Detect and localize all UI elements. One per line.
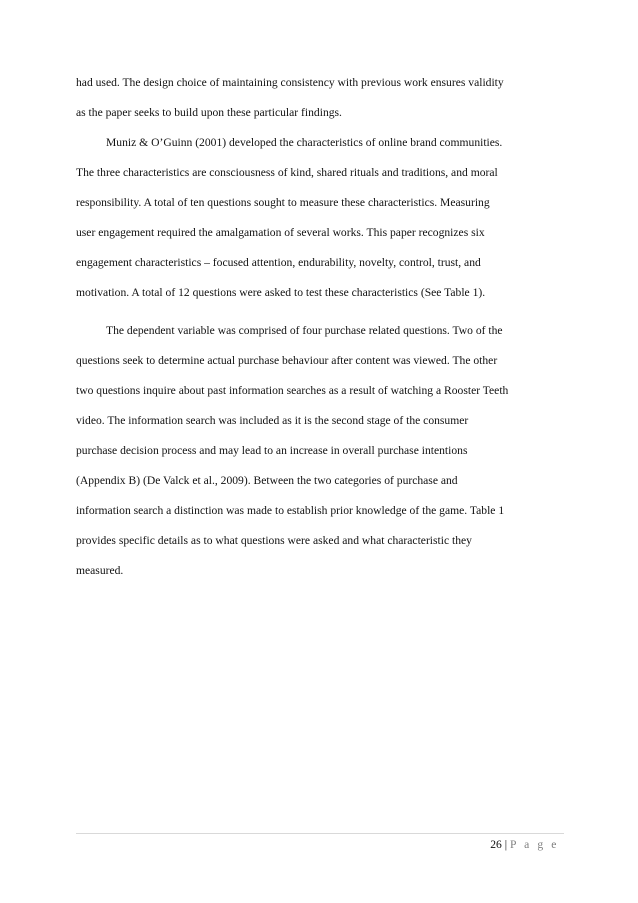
- paragraph-line: questions seek to determine actual purchase behaviour after content was viewed. The other: [76, 354, 498, 367]
- page-label: P a g e: [509, 838, 559, 851]
- paragraph-line: had used. The design choice of maintaining consistency with previous work ensures validity: [76, 76, 504, 89]
- paragraph-line: purchase decision process and may lead to an increase in overall purchase intentions: [76, 444, 468, 457]
- paragraph-line: information search a distinction was made to establish prior knowledge of the game. Table 1: [76, 504, 505, 517]
- footer-separator: |: [504, 838, 508, 851]
- paragraph-line: The dependent variable was comprised of four purchase related questions. Two of the: [106, 324, 503, 337]
- paragraph-line: responsibility. A total of ten questions sought to measure these characteristics. Measuring: [76, 196, 490, 209]
- paragraph-line: provides specific details as to what questions were asked and what characteristic they: [76, 534, 472, 547]
- footer-divider: [76, 833, 564, 834]
- paragraph-line: measured.: [76, 564, 124, 577]
- paragraph-line: engagement characteristics – focused attention, endurability, novelty, control, trust, and: [76, 256, 481, 269]
- paragraph-line: (Appendix B) (De Valck et al., 2009). Between the two categories of purchase and: [76, 474, 458, 487]
- paragraph-line: two questions inquire about past information searches as a result of watching a Rooster Teeth: [76, 384, 509, 397]
- paragraph-line: The three characteristics are consciousness of kind, shared rituals and traditions, and moral: [76, 166, 498, 179]
- paragraph-line: video. The information search was included as it is the second stage of the consumer: [76, 414, 469, 427]
- page-number: 26: [490, 838, 502, 851]
- paragraph-line: as the paper seeks to build upon these particular findings.: [76, 106, 342, 119]
- paragraph-line: Muniz & O’Guinn (2001) developed the characteristics of online brand communities.: [106, 136, 503, 149]
- page-footer: [490, 838, 559, 852]
- paragraph-line: user engagement required the amalgamation of several works. This paper recognizes six: [76, 226, 485, 239]
- paragraph-line: motivation. A total of 12 questions were asked to test these characteristics (See Table 1).: [76, 286, 486, 299]
